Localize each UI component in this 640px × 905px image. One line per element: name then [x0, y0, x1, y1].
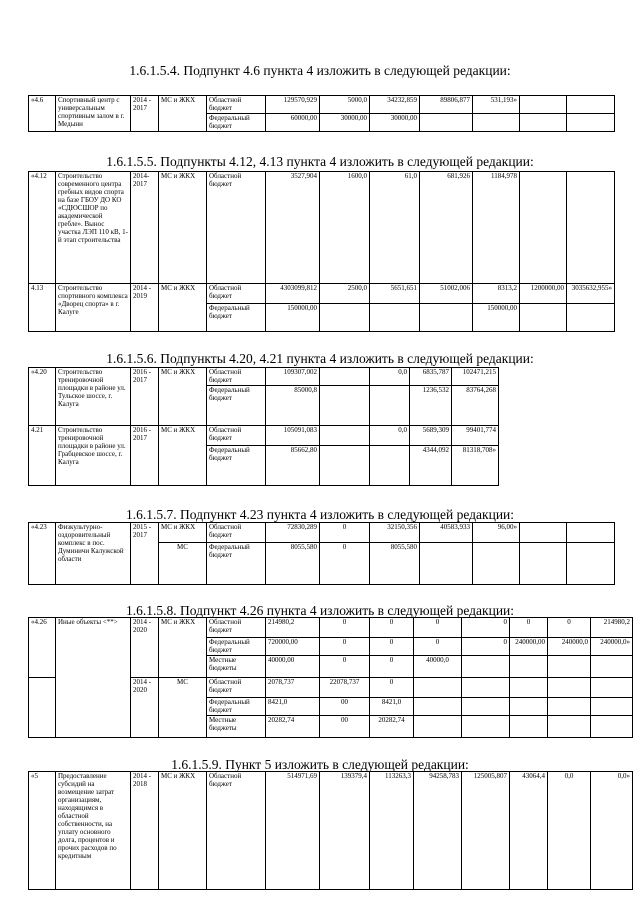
year-value: 00	[320, 716, 370, 738]
table-row	[29, 772, 633, 890]
table-4-23	[28, 522, 615, 585]
year-value: 81318,708»	[452, 446, 499, 486]
period: 2015 - 2017	[131, 523, 159, 585]
year-value: 61,0	[370, 172, 420, 284]
year-value: 0,0	[370, 426, 410, 446]
period: 2014 - 2020	[131, 678, 159, 738]
year-value	[591, 678, 633, 698]
year-value	[548, 716, 591, 738]
year-value: 94258,783	[414, 772, 462, 890]
year-value	[510, 678, 548, 698]
year-value: 0	[510, 618, 548, 638]
funding-source: Федеральный бюджет	[207, 114, 266, 132]
funding-source: Федеральный бюджет	[207, 543, 266, 585]
year-value: 4344,092	[410, 446, 452, 486]
total-value: 3527,904	[266, 172, 320, 284]
year-value: 0	[414, 638, 462, 656]
table-4-12-4-13	[28, 171, 615, 332]
executor: МС и ЖКХ	[159, 618, 207, 678]
funding-source: Федеральный бюджет	[207, 304, 266, 332]
year-value: 240000,0»	[591, 638, 633, 656]
year-value	[420, 114, 473, 132]
year-value: 96,00»	[473, 523, 520, 543]
year-value: 0	[320, 543, 370, 585]
year-value: 30000,00	[320, 114, 370, 132]
year-value	[462, 656, 510, 678]
funding-source: Федеральный бюджет	[207, 638, 266, 656]
year-value	[420, 543, 473, 585]
total-value: 514971,69	[266, 772, 320, 890]
row-number: «4.12	[29, 172, 56, 284]
year-value	[520, 114, 567, 132]
row-number: «4.6	[29, 96, 56, 132]
year-value	[370, 446, 410, 486]
total-value: 720000,00	[266, 638, 320, 656]
year-value: 1200000,00	[520, 284, 567, 304]
object-name: Спортивный центр с универсальным спортивным залом в г. Медыни	[56, 96, 131, 132]
row-number: «4.23	[29, 523, 56, 585]
year-value	[370, 386, 410, 426]
year-value: 531,193»	[473, 96, 520, 114]
total-value: 129570,929	[266, 96, 320, 114]
year-value	[462, 678, 510, 698]
year-value: 214980,2	[591, 618, 633, 638]
total-value: 85662,80	[266, 446, 320, 486]
total-value: 60000,00	[266, 114, 320, 132]
year-value	[414, 716, 462, 738]
year-value: 0	[320, 656, 370, 678]
executor: МС и ЖКХ	[159, 284, 207, 332]
heading-4-6: 1.6.1.5.4. Подпункт 4.6 пункта 4 изложить в следующей редакции:	[129, 63, 511, 78]
heading-4-26: 1.6.1.5.8. Подпункт 4.26 пункта 4 изложить в следующей редакции:	[125, 603, 515, 618]
year-value: 125005,807	[462, 772, 510, 890]
year-value	[320, 426, 370, 446]
year-value: 240000,0	[548, 638, 591, 656]
year-value: 2500,0	[320, 284, 370, 304]
year-value: 0	[462, 618, 510, 638]
executor: МС	[159, 543, 207, 585]
year-value: 113263,3	[370, 772, 414, 890]
year-value: 0	[320, 618, 370, 638]
year-value: 0	[320, 523, 370, 543]
period: 2016 - 2017	[131, 426, 159, 486]
year-value: 0	[370, 656, 414, 678]
total-value: 40000,00	[266, 656, 320, 678]
year-value	[591, 698, 633, 716]
year-value	[420, 304, 473, 332]
year-value	[510, 716, 548, 738]
object-name: Иные объекты <**>	[56, 618, 131, 738]
year-value	[591, 656, 633, 678]
funding-source: Областной бюджет	[207, 523, 266, 543]
year-value: 5651,651	[370, 284, 420, 304]
year-value	[567, 172, 615, 284]
funding-source: Областной бюджет	[207, 172, 266, 284]
period: 2014 - 2018	[131, 772, 159, 890]
total-value: 150000,00	[266, 304, 320, 332]
year-value: 5689,309	[410, 426, 452, 446]
executor: МС и ЖКХ	[159, 172, 207, 284]
year-value	[520, 96, 567, 114]
funding-source: Областной бюджет	[207, 618, 266, 638]
year-value: 0	[370, 638, 414, 656]
year-value: 34232,859	[370, 96, 420, 114]
year-value: 20282,74	[370, 716, 414, 738]
row-number: «4.26	[29, 618, 56, 678]
year-value	[548, 656, 591, 678]
funding-source: Областной бюджет	[207, 426, 266, 446]
table-row	[29, 426, 499, 446]
year-value: 1236,532	[410, 386, 452, 426]
year-value	[414, 698, 462, 716]
row-number	[29, 678, 56, 738]
row-number: 4.13	[29, 284, 56, 332]
year-value	[320, 446, 370, 486]
year-value	[320, 304, 370, 332]
executor: МС и ЖКХ	[159, 523, 207, 543]
heading-5: 1.6.1.5.9. Пункт 5 изложить в следующей редакции:	[171, 757, 469, 772]
year-value: 8055,580	[370, 543, 420, 585]
year-value	[414, 678, 462, 698]
executor: МС	[159, 678, 207, 738]
year-value	[591, 716, 633, 738]
row-number: 4.21	[29, 426, 56, 486]
object-name: Строительство тренировочной площадки в районе ул. Грабцевское шоссе, г. Калуга	[56, 426, 131, 486]
year-value: 00	[320, 698, 370, 716]
funding-source: Федеральный бюджет	[207, 446, 266, 486]
object-name: Физкультурно-оздоровительный комплекс в пос. Думиничи Калужской области	[56, 523, 131, 585]
total-value: 8421,0	[266, 698, 320, 716]
year-value: 0	[414, 618, 462, 638]
year-value	[462, 698, 510, 716]
year-value	[567, 523, 615, 543]
year-value: 0	[548, 618, 591, 638]
year-value	[473, 543, 520, 585]
total-value: 8055,580	[266, 543, 320, 585]
heading-4-12-4-13: 1.6.1.5.5. Подпункты 4.12, 4.13 пункта 4 изложить в следующей редакции:	[106, 154, 534, 169]
period: 2014-2017	[131, 172, 159, 284]
total-value: 72830,289	[266, 523, 320, 543]
year-value: 99401,774	[452, 426, 499, 446]
total-value: 105091,083	[266, 426, 320, 446]
period: 2014 - 2017	[131, 96, 159, 132]
funding-source: Местные бюджеты	[207, 656, 266, 678]
year-value	[510, 656, 548, 678]
year-value: 1184,978	[473, 172, 520, 284]
row-number: «4.20	[29, 368, 56, 426]
heading-4-20-4-21: 1.6.1.5.6. Подпункты 4.20, 4.21 пункта 4 изложить в следующей редакции:	[106, 351, 534, 366]
funding-source: Областной бюджет	[207, 284, 266, 304]
year-value: 0,0	[548, 772, 591, 890]
year-value	[520, 543, 567, 585]
year-value	[567, 96, 615, 114]
total-value: 109307,002	[266, 368, 320, 386]
heading-4-23: 1.6.1.5.7. Подпункт 4.23 пункта 4 изложить в следующей редакции:	[125, 507, 515, 522]
year-value: 681,926	[420, 172, 473, 284]
year-value: 0,0»	[591, 772, 633, 890]
year-value: 1600,0	[320, 172, 370, 284]
table-row	[29, 618, 633, 638]
year-value	[320, 386, 370, 426]
table-row	[29, 96, 615, 114]
year-value: 30000,00	[370, 114, 420, 132]
table-row	[29, 284, 615, 304]
year-value	[520, 304, 567, 332]
executor: МС и ЖКХ	[159, 96, 207, 132]
year-value: 139379,4	[320, 772, 370, 890]
year-value	[510, 698, 548, 716]
funding-source: Федеральный бюджет	[207, 386, 266, 426]
funding-source: Местные бюджеты	[207, 716, 266, 738]
year-value	[567, 543, 615, 585]
total-value: 214980,2	[266, 618, 320, 638]
year-value	[520, 172, 567, 284]
object-name: Строительство тренировочной площадки в районе ул. Тульское шоссе, г. Калуга	[56, 368, 131, 426]
object-name: Строительство современного центра гребных видов спорта на базе ГБОУ ДО КО «СДЮСШОР по академической гребле». Вынос участка ЛЭП 110 кВ, 1-й этап строительства	[56, 172, 131, 284]
table-4-6	[28, 95, 615, 132]
year-value: 32150,356	[370, 523, 420, 543]
year-value: 3035632,955»	[567, 284, 615, 304]
funding-source: Областной бюджет	[207, 368, 266, 386]
year-value: 40000,0	[414, 656, 462, 678]
year-value: 0,0	[370, 368, 410, 386]
table-row	[29, 368, 499, 386]
year-value: 102471,215	[452, 368, 499, 386]
year-value: 22078,737	[320, 678, 370, 698]
year-value: 240000,00	[510, 638, 548, 656]
year-value	[520, 523, 567, 543]
table-4-26	[28, 617, 633, 738]
year-value	[567, 304, 615, 332]
total-value: 4303099,812	[266, 284, 320, 304]
funding-source: Областной бюджет	[207, 96, 266, 114]
funding-source: Федеральный бюджет	[207, 698, 266, 716]
year-value: 0	[370, 678, 414, 698]
year-value: 8421,0	[370, 698, 414, 716]
funding-source: Областной бюджет	[207, 772, 266, 890]
period: 2014 - 2020	[131, 618, 159, 678]
year-value: 0	[462, 638, 510, 656]
year-value: 5000,0	[320, 96, 370, 114]
period: 2016 - 2017	[131, 368, 159, 426]
year-value: 43064,4	[510, 772, 548, 890]
object-name: Строительство спортивного комплекса «Дворец спорта» в г. Калуге	[56, 284, 131, 332]
year-value: 150000,00	[473, 304, 520, 332]
year-value	[320, 368, 370, 386]
year-value	[462, 716, 510, 738]
year-value: 51002,006	[420, 284, 473, 304]
year-value: 8313,2	[473, 284, 520, 304]
total-value: 2078,737	[266, 678, 320, 698]
period: 2014 - 2019	[131, 284, 159, 332]
row-number: «5	[29, 772, 56, 890]
year-value	[567, 114, 615, 132]
table-row	[29, 172, 615, 284]
year-value	[370, 304, 420, 332]
object-name: Предоставление субсидий на возмещение затрат организациям, находящимся в областной собственности, на уплату основного долга, процентов и прочих расходов по кредитным	[56, 772, 131, 890]
year-value: 0	[320, 638, 370, 656]
year-value: 0	[370, 618, 414, 638]
executor: МС и ЖКХ	[159, 772, 207, 890]
table-row	[29, 523, 615, 543]
executor: МС и ЖКХ	[159, 368, 207, 426]
year-value: 40583,933	[420, 523, 473, 543]
year-value	[548, 678, 591, 698]
year-value: 6835,787	[410, 368, 452, 386]
total-value: 85000,8	[266, 386, 320, 426]
executor: МС и ЖКХ	[159, 426, 207, 486]
year-value	[473, 114, 520, 132]
table-4-20-4-21	[28, 367, 499, 486]
year-value	[548, 698, 591, 716]
funding-source: Областной бюджет	[207, 678, 266, 698]
table-5	[28, 771, 633, 890]
total-value: 20282,74	[266, 716, 320, 738]
year-value: 89806,877	[420, 96, 473, 114]
year-value: 83764,268	[452, 386, 499, 426]
